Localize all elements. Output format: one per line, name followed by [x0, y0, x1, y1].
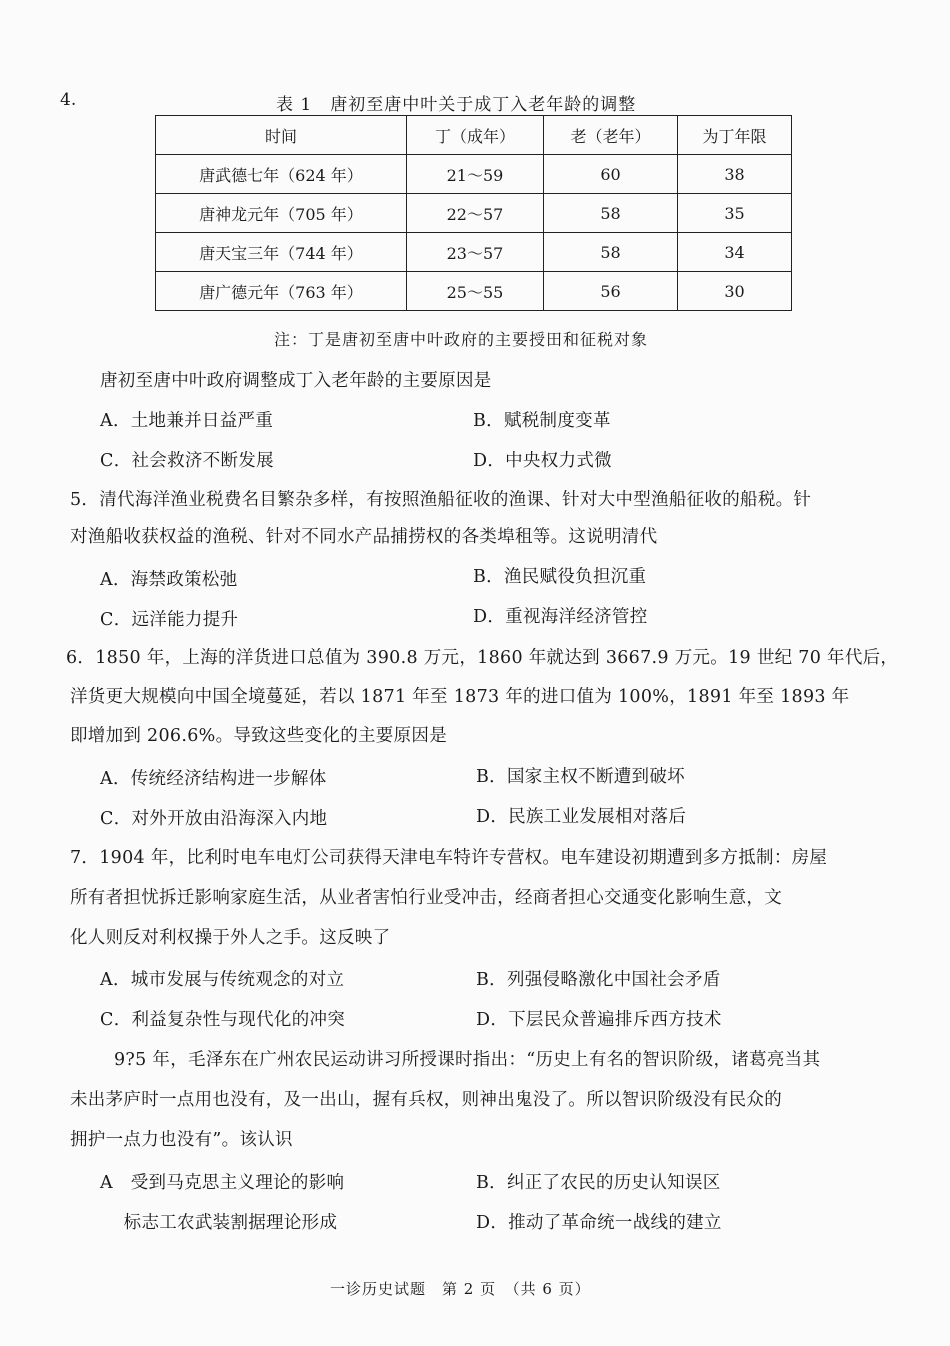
question-stem: 唐初至唐中叶政府调整成丁入老年龄的主要原因是	[100, 371, 492, 391]
age-adjustment-table	[155, 115, 792, 311]
table-header-cell: 老（老年）	[544, 116, 678, 155]
table-cell: 56	[544, 272, 678, 311]
option-c: 标志工农武装割据理论形成	[100, 1213, 338, 1233]
option-b: B．列强侵略激化中国社会矛盾	[476, 970, 721, 990]
option-c: C．社会救济不断发展	[100, 451, 274, 471]
table-cell: 21～59	[407, 155, 544, 194]
table-cell: 35	[678, 194, 792, 233]
table-cell: 60	[544, 155, 678, 194]
table-cell: 唐广德元年（763 年）	[156, 272, 407, 311]
table-cell: 23～57	[407, 233, 544, 272]
question-stem-line: 即增加到 206.6%。导致这些变化的主要原因是	[70, 726, 447, 746]
question-stem-line: 化人则反对利权操于外人之手。这反映了	[70, 928, 391, 948]
option-d: D．下层民众普遍排斥西方技术	[476, 1010, 722, 1030]
option-c: C．远洋能力提升	[100, 610, 239, 630]
option-a: A 受到马克思主义理论的影响	[100, 1173, 345, 1193]
question-stem-line: 6．1850 年，上海的洋货进口总值为 390.8 万元，1860 年就达到 3667.9 万元。19 世纪 70 年代后，	[66, 648, 899, 668]
option-b: B．国家主权不断遭到破坏	[476, 767, 685, 787]
option-d: D．重视海洋经济管控	[473, 607, 648, 627]
table-cell: 38	[678, 155, 792, 194]
table-caption: 表 1 唐初至唐中叶关于成丁入老年龄的调整	[276, 95, 637, 115]
option-c: C．利益复杂性与现代化的冲突	[100, 1010, 346, 1030]
option-d: D．推动了革命统一战线的建立	[476, 1213, 722, 1233]
table-header-row	[156, 116, 792, 155]
option-d: D．民族工业发展相对落后	[476, 807, 687, 827]
table-cell: 34	[678, 233, 792, 272]
table-cell: 58	[544, 233, 678, 272]
option-b: B．渔民赋役负担沉重	[473, 567, 647, 587]
question-stem-line: 拥护一点力也没有”。该认识	[70, 1130, 293, 1150]
table-row	[156, 272, 792, 311]
question-stem-line: 7．1904 年，比利时电车电灯公司获得天津电车特许专营权。电车建设初期遭到多方抵制：房屋	[70, 848, 828, 868]
table-cell: 唐神龙元年（705 年）	[156, 194, 407, 233]
option-d: D．中央权力式微	[473, 451, 612, 471]
option-c: C．对外开放由沿海深入内地	[100, 809, 328, 829]
table-row	[156, 155, 792, 194]
option-b: B．纠正了农民的历史认知误区	[476, 1173, 721, 1193]
table-row	[156, 194, 792, 233]
question-stem-line: 所有者担忧拆迁影响家庭生活，从业者害怕行业受冲击，经商者担心交通变化影响生意，文	[70, 888, 782, 908]
option-b: B．赋税制度变革	[473, 411, 611, 431]
table-cell: 25～55	[407, 272, 544, 311]
table-header-cell: 丁（成年）	[407, 116, 544, 155]
option-a: A．城市发展与传统观念的对立	[100, 970, 345, 990]
option-a: A．传统经济结构进一步解体	[100, 769, 327, 789]
question-stem-line: 未出茅庐时一点用也没有，及一出山，握有兵权，则神出鬼没了。所以智识阶级没有民众的	[70, 1090, 782, 1110]
question-number: 4.	[60, 90, 77, 110]
question-stem-line: 9?5 年，毛泽东在广州农民运动讲习所授课时指出：“历史上有名的智识阶级，诸葛亮当其	[114, 1050, 821, 1070]
table-header-cell: 为丁年限	[678, 116, 792, 155]
question-stem-line: 对渔船收获权益的渔税、针对不同水产品捕捞权的各类埠租等。这说明清代	[70, 527, 658, 547]
option-a: A．海禁政策松弛	[100, 570, 238, 590]
page-footer: 一诊历史试题 第 2 页 （共 6 页）	[330, 1280, 591, 1298]
table-cell: 唐武德七年（624 年）	[156, 155, 407, 194]
table-header-cell: 时间	[156, 116, 407, 155]
table-row	[156, 233, 792, 272]
option-a: A．土地兼并日益严重	[100, 411, 274, 431]
table-cell: 30	[678, 272, 792, 311]
table-cell: 22～57	[407, 194, 544, 233]
question-stem-line: 洋货更大规模向中国全境蔓延，若以 1871 年至 1873 年的进口值为 100%，1891 年至 1893 年	[70, 687, 850, 707]
table-cell: 唐天宝三年（744 年）	[156, 233, 407, 272]
table-cell: 58	[544, 194, 678, 233]
table-note: 注：丁是唐初至唐中叶政府的主要授田和征税对象	[274, 330, 649, 349]
question-stem-line: 5．清代海洋渔业税费名目繁杂多样，有按照渔船征收的渔课、针对大中型渔船征收的船税。针	[70, 490, 812, 510]
